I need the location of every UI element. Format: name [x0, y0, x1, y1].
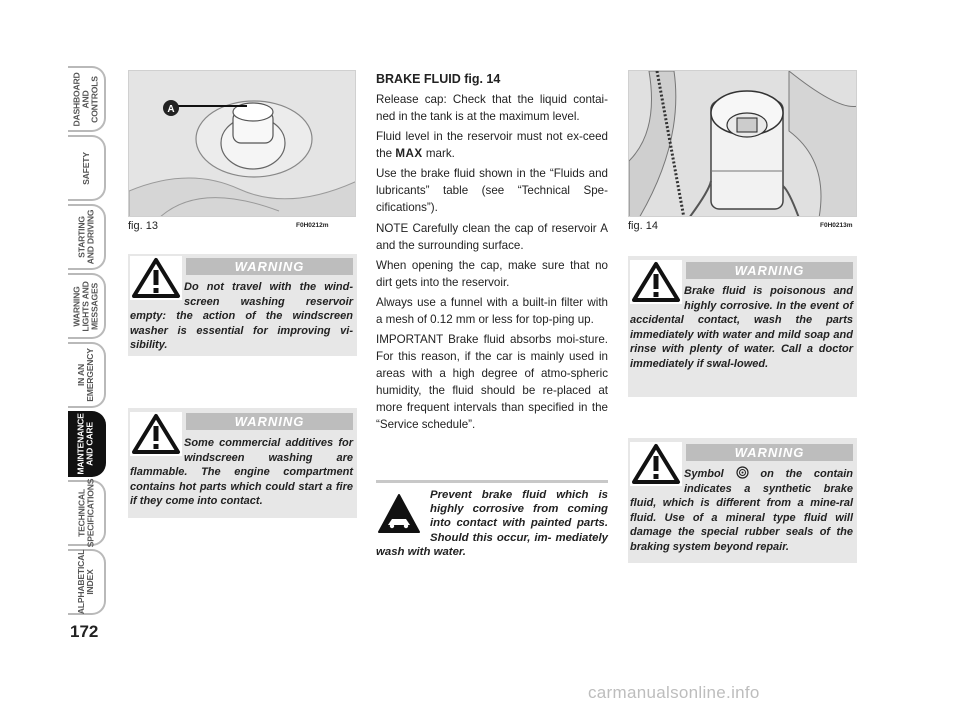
warning-box-additives [128, 408, 357, 518]
warning-text: flammable. The engine compartment contains hot parts which could start a fire if they come into contact. [130, 466, 353, 508]
figure-13-code: F0H0212m [296, 222, 329, 229]
paragraph: Always use a funnel with a built-in filter with a mesh of 0.12 mm or less for top-ping up. [376, 295, 608, 326]
paragraph-text: mark. [425, 147, 455, 161]
paragraph: Use the brake fluid shown in the “Fluids and lubricants” table (see “Technical Spe-cifications”). [376, 167, 608, 215]
tab-warning-lights[interactable] [68, 273, 106, 339]
brake-reservoir-illustration [629, 71, 857, 217]
warning-text-lead: Brake fluid is poisonous and highly corrosive. In the event [684, 285, 853, 312]
paragraph-text: Fluid level in the reservoir must not ex-ceed the [376, 130, 608, 161]
tab-starting[interactable] [68, 204, 106, 270]
brake-fluid-section [376, 71, 608, 436]
tab-label: DASHBOARD AND CONTROLS [71, 71, 100, 127]
warning-text-lead: Do not travel with the wind-screen washing reservoir [184, 281, 353, 308]
synthetic-fluid-symbol-icon [736, 466, 749, 479]
tab-dashboard[interactable] [68, 66, 106, 132]
paragraph: When opening the cap, make sure that no dirt gets into the reservoir. [376, 258, 608, 289]
caution-text: mediately wash with water. [376, 531, 609, 558]
tab-maintenance[interactable] [68, 411, 106, 477]
warning-header: WARNING [686, 444, 853, 461]
paragraph: Release cap: Check that the liquid contai-ned in the tank is at the maximum level. [376, 93, 608, 123]
warning-box-washer [128, 254, 357, 356]
tab-label: WARNING LIGHTS AND MESSAGES [71, 280, 100, 332]
page-number: 172 [70, 622, 99, 641]
figure-14-image [628, 70, 857, 217]
warning-text-lead: Symbol [684, 468, 724, 480]
warning-header: WARNING [686, 262, 853, 279]
car-caution-icon [376, 492, 422, 536]
paragraph-max [376, 128, 608, 162]
figure-14-code: F0H0213m [820, 222, 853, 229]
tab-label: ALPHABETICAL INDEX [76, 549, 95, 615]
max-mark: MAX [395, 147, 423, 161]
warning-text-lead: Some commercial additives for windscreen washing are [184, 437, 353, 464]
paint-caution [376, 488, 608, 559]
tab-label: SAFETY [80, 151, 91, 185]
warning-header: WARNING [186, 413, 353, 430]
callout-a-label: A [167, 104, 175, 115]
figure-13-image [128, 70, 356, 217]
figure-14-caption: fig. 14 [628, 220, 658, 232]
tab-index[interactable] [68, 549, 106, 615]
warning-text: fluid, which is different from a mine-ral fluid. Use of a mineral type fluid will damage the special rubber seals of the braking system beyond repair. [630, 497, 853, 553]
warning-text: empty: the action of the windscreen washer is essential for improving vi-sibility. [130, 310, 353, 352]
paragraph: IMPORTANT Brake fluid absorbs moi-sture. For this reason, if the car is mainly used in areas with a high degree of atmo-spheric humidity, the fluid should be re-placed at more frequent intervals than specified in the “Service schedule”. [376, 333, 608, 432]
section-heading: BRAKE FLUID fig. 14 [376, 72, 501, 86]
tab-label: MAINTENANCE AND CARE [76, 413, 96, 475]
watermark: carmanualsonline.info [588, 683, 760, 702]
reservoir-cap-illustration [129, 71, 356, 217]
warning-text-lead: on the contain indicates a synthetic brake [684, 468, 854, 495]
tab-emergency[interactable] [68, 342, 106, 408]
paragraph: NOTE Carefully clean the cap of reservoir A and the surrounding surface. [376, 221, 608, 252]
tab-technical[interactable] [68, 480, 106, 546]
divider [376, 480, 608, 483]
figure-13-caption: fig. 13 [128, 220, 158, 232]
warning-box-poison [628, 256, 857, 397]
warning-text: of accidental contact, wash the parts immediately with water and mild soap and rinse with plenty of water. Call a doctor immediately if swal-lowed. [630, 299, 853, 370]
warning-header: WARNING [186, 258, 353, 275]
caution-lead: Prevent brake fluid which is highly corrosive from coming into contact with painted parts. Should this occur, im- [430, 489, 608, 544]
tab-safety[interactable] [68, 135, 106, 201]
tab-label: STARTING AND DRIVING [76, 209, 95, 265]
tab-label: TECHNICAL SPECIFICATIONS [76, 478, 96, 548]
warning-box-synthetic [628, 438, 857, 563]
tab-label: IN AN EMERGENCY [76, 348, 95, 402]
